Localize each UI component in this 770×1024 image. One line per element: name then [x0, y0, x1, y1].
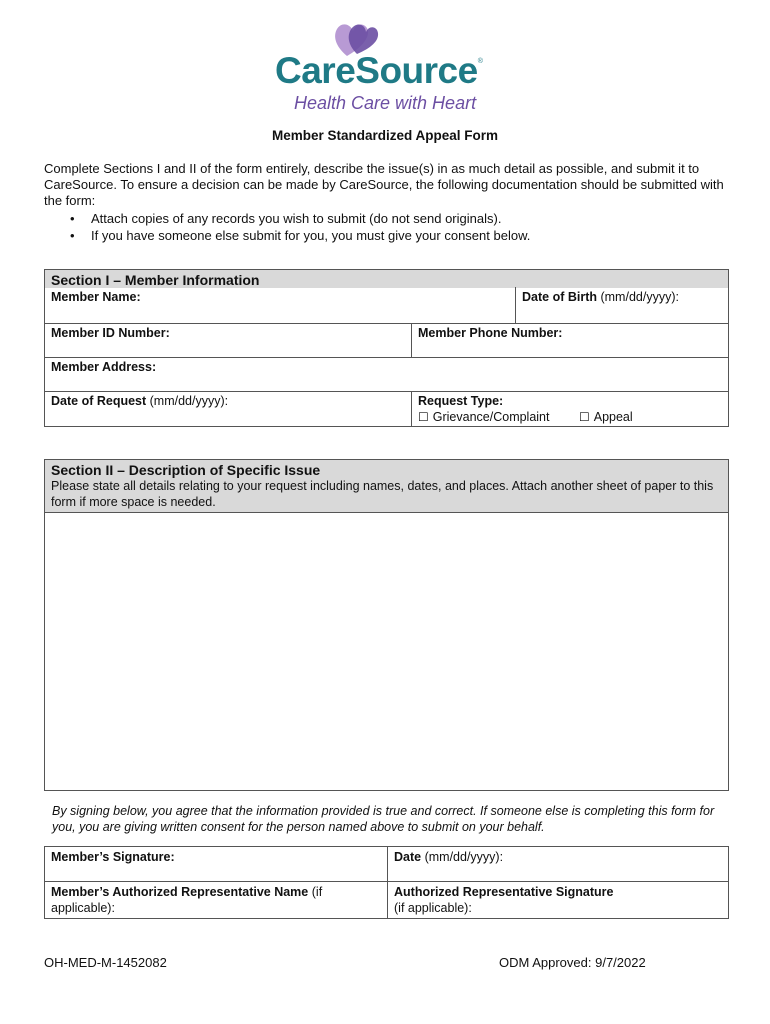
section-1-box	[44, 269, 729, 427]
section-2-header	[45, 460, 728, 513]
section-1-heading: Section I – Member Information	[45, 270, 728, 288]
dob-format: (mm/dd/yyyy):	[600, 290, 679, 304]
documentation-list	[68, 210, 530, 244]
member-signature-field[interactable]: Member’s Signature:	[51, 850, 175, 864]
list-item: • If you have someone else submit for you, you must give your consent below.	[68, 227, 530, 244]
rep-name-field[interactable]	[45, 881, 387, 918]
dob-label: Date of Birth	[522, 290, 597, 304]
rep-name-label: Member’s Authorized Representative Name	[51, 885, 309, 899]
section-2-instructions: Please state all details relating to your request including names, dates, and places. Attach another sheet of paper to this form if more space is needed.	[51, 479, 714, 509]
rep-name-note: (if applicable):	[51, 885, 323, 915]
issue-description-area[interactable]	[45, 513, 728, 790]
member-address-field[interactable]: Member Address:	[51, 360, 157, 374]
brand-tagline: Health Care with Heart	[294, 93, 477, 113]
section-2-box	[44, 459, 729, 791]
member-name-field[interactable]: Member Name:	[51, 290, 141, 304]
brand-name: CareSource®	[275, 50, 483, 91]
signature-box	[44, 846, 729, 919]
checkbox-icon[interactable]: ☐	[418, 410, 429, 424]
intro-text: Complete Sections I and II of the form entirely, describe the issue(s) in as much detail as possible, and submit it to CareSource. To ensure a decision can be made by CareSource, the following documentation should be submitted with the form:	[44, 161, 724, 208]
section-2-heading: Section II – Description of Specific Issue	[51, 462, 321, 478]
approval-date: ODM Approved: 9/7/2022	[499, 955, 646, 970]
request-type-label: Request Type:	[418, 394, 504, 408]
appeal-option[interactable]: ☐ Appeal	[578, 410, 633, 424]
signature-date-field[interactable]	[387, 847, 728, 881]
signature-date-format: (mm/dd/yyyy):	[424, 850, 504, 864]
member-id-field[interactable]: Member ID Number:	[51, 326, 170, 340]
list-item: • Attach copies of any records you wish to submit (do not send originals).	[68, 210, 530, 227]
date-of-birth-field[interactable]	[515, 287, 728, 323]
grievance-option[interactable]: ☐ Grievance/Complaint	[418, 410, 550, 424]
date-of-request-label: Date of Request	[51, 394, 147, 408]
request-type-field	[411, 391, 728, 426]
form-title: Member Standardized Appeal Form	[271, 128, 499, 143]
signature-date-label: Date	[394, 850, 422, 864]
rep-signature-field[interactable]	[387, 881, 728, 918]
rep-signature-note: (if applicable):	[394, 901, 472, 915]
member-phone-field[interactable]: Member Phone Number:	[411, 323, 728, 357]
form-code: OH-MED-M-1452082	[44, 955, 167, 970]
date-of-request-format: (mm/dd/yyyy):	[149, 394, 229, 408]
caresource-logo	[270, 20, 510, 115]
consent-text: By signing below, you agree that the information provided is true and correct. If someone else is completing this form for you, you are giving written consent for the person named above to submit on your behalf.	[52, 804, 715, 834]
checkbox-icon[interactable]: ☐	[578, 410, 590, 424]
rep-signature-label: Authorized Representative Signature	[394, 885, 614, 899]
date-of-request-field[interactable]	[45, 391, 411, 426]
